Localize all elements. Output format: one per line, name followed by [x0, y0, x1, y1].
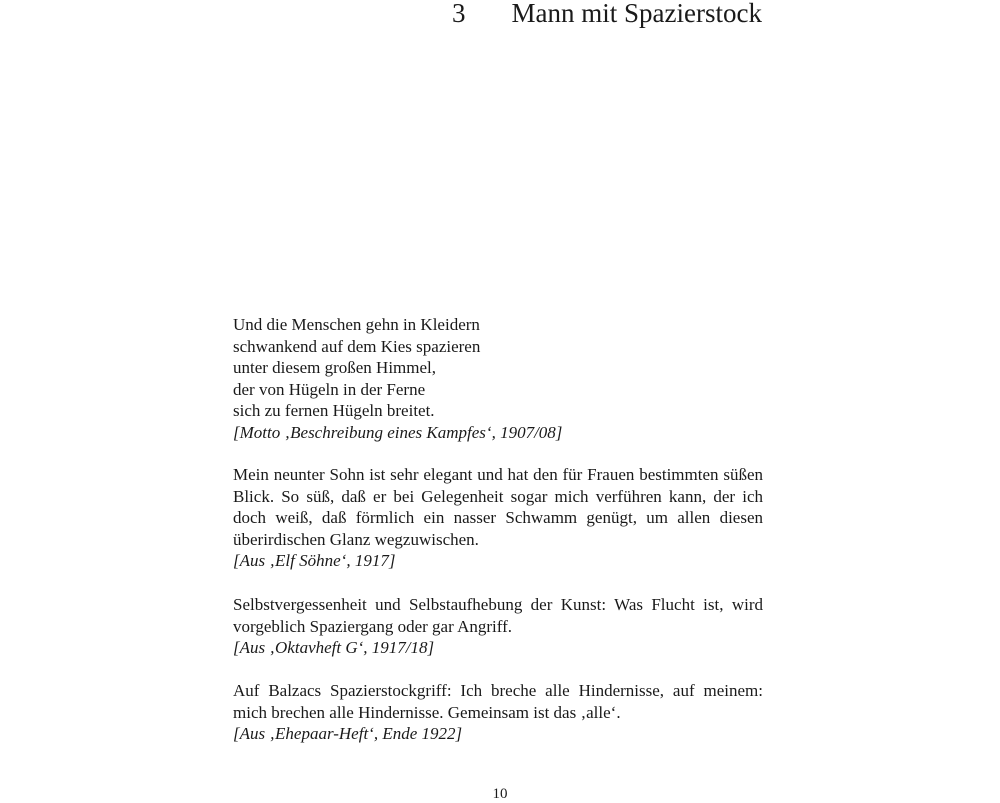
poem-line: der von Hügeln in der Ferne [233, 379, 426, 399]
chapter-heading [452, 0, 762, 30]
quote-source: [Aus ‚Oktavheft G‘, 1917/18] [233, 638, 435, 657]
poem-line: Und die Menschen gehn in Kleidern [233, 315, 480, 334]
motto-poem [233, 314, 763, 443]
quote-source: [Aus ‚Elf Söhne‘, 1917] [233, 551, 396, 570]
quote-oktavheft [233, 594, 763, 659]
quote-source: [Aus ‚Ehepaar-Heft‘, Ende 1922] [233, 724, 463, 743]
quote-text: Selbstvergessenheit und Selbstaufhebung der Kunst: Was Flucht ist, wird vorgeblich Spaziergang oder gar Angriff. [233, 595, 763, 636]
poem-line: unter diesem großen Himmel, [233, 358, 437, 377]
chapter-title: Mann mit Spazierstock [511, 0, 762, 28]
poem-line: schwankend auf dem Kies spazieren [233, 336, 481, 356]
quote-ehepaar-heft [233, 680, 763, 745]
chapter-number: 3 [452, 0, 466, 28]
quote-text: Mein neunter Sohn ist sehr elegant und hat den für Frauen bestimmten süßen Blick. So süß, daß er bei Gelegenheit sogar mich verführen kann, der ich doch weiß, daß förmlich ein nasser Schwamm genügt, um allen diesen überirdischen Glanz wegzuwischen. [233, 465, 763, 549]
page-number: 10 [492, 786, 508, 802]
motto-source: [Motto ‚Beschreibung eines Kampfes‘, 1907/08] [233, 422, 563, 442]
quote-text: Auf Balzacs Spazierstockgriff: Ich breche alle Hindernisse, auf meinem: mich brechen alle Hindernisse. Gemeinsam ist das ‚alle‘. [233, 681, 763, 722]
quote-elf-soehne [233, 464, 763, 572]
poem-line: sich zu fernen Hügeln breitet. [233, 401, 435, 420]
